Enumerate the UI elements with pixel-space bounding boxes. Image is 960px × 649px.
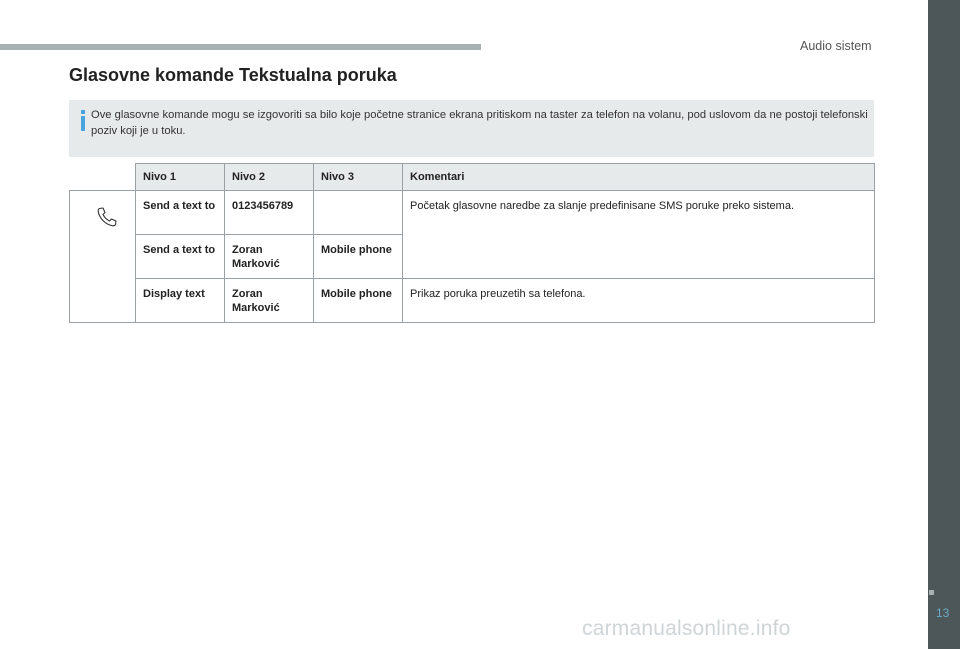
voice-command-table [69,163,875,323]
cell-komentar: Prikaz poruka preuzetih sa telefona. [403,279,875,323]
cell-nivo2: Zoran Marković [225,279,314,323]
icon-cell [70,191,136,323]
cell-nivo1: Send a text to [136,191,225,235]
cell-nivo1: Display text [136,279,225,323]
page-title: Glasovne komande Tekstualna poruka [69,65,397,85]
cell-komentar: Početak glasovne naredbe za slanje predefinisane SMS poruke preko sistema. [403,191,875,279]
info-box [69,100,874,157]
cell-nivo3 [314,191,403,235]
cell-nivo2: 0123456789 [225,191,314,235]
header-nivo1: Nivo 1 [136,164,225,191]
info-text: Ove glasovne komande mogu se izgovoriti sa bilo koje početne stranice ekrana pritiskom na taster za telefon na volanu, pod uslovom da ne postoji telefonski poziv koji je u toku. [91,109,868,137]
page-marker [929,590,934,595]
cell-nivo3: Mobile phone [314,235,403,279]
cell-nivo2: Zoran Marković [225,235,314,279]
phone-icon [95,205,119,229]
table-header-row [70,164,875,191]
top-rule [0,44,481,50]
info-icon [78,110,88,132]
page-number: 13 [936,606,950,620]
cell-nivo1: Send a text to [136,235,225,279]
side-bar [928,0,960,649]
section-label: Audio sistem [800,39,872,53]
watermark: carmanualsonline.info [582,617,791,640]
header-komentari: Komentari [403,164,875,191]
cell-nivo3: Mobile phone [314,279,403,323]
header-blank [70,164,136,191]
table-row [70,279,875,323]
table-row [70,191,875,235]
header-nivo3: Nivo 3 [314,164,403,191]
header-nivo2: Nivo 2 [225,164,314,191]
